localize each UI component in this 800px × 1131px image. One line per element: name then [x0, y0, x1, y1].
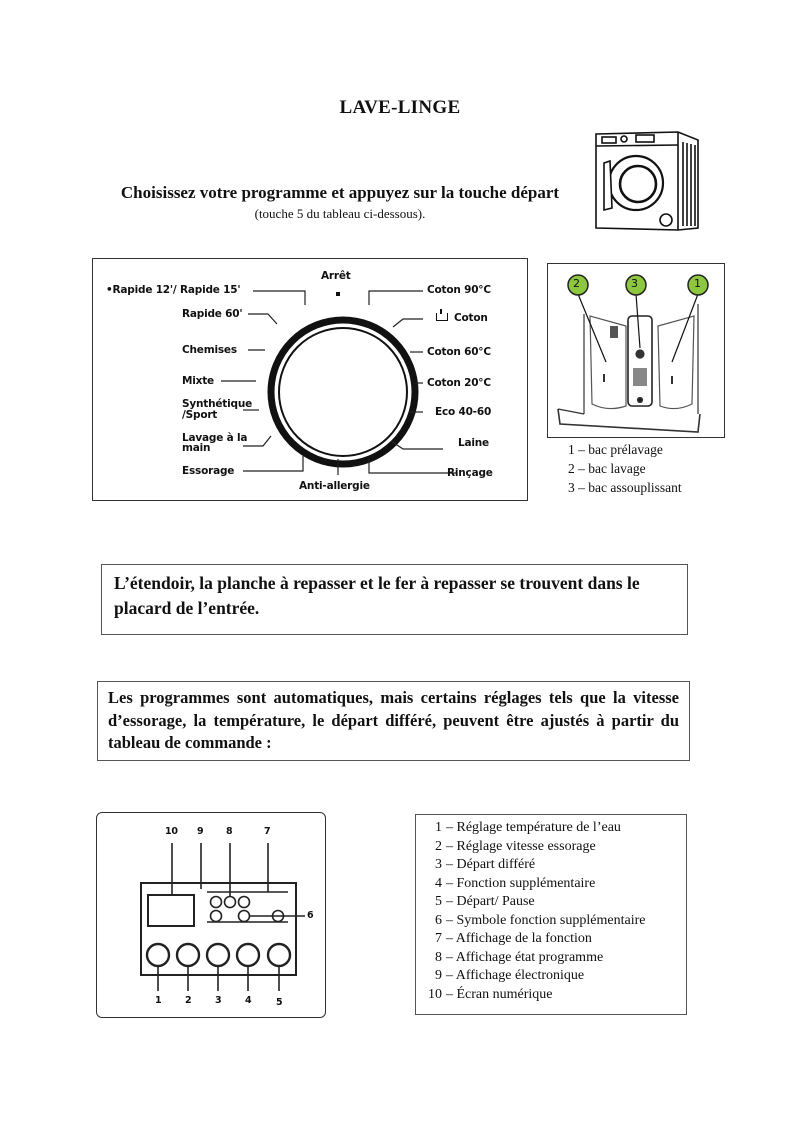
page-title: LAVE-LINGE — [339, 97, 461, 118]
drawer-marker-2: 2 — [573, 277, 580, 290]
detergent-drawer-diagram — [547, 263, 725, 438]
legend-row: 4 – Fonction supplémentaire — [435, 875, 596, 891]
legend-row: 6 – Symbole fonction supplémentaire — [435, 912, 646, 928]
dial-label-anti-allergie: Anti-allergie — [299, 480, 370, 492]
washing-machine-icon — [586, 128, 702, 232]
dial-label-mixte: Mixte — [182, 375, 214, 387]
panel-callout-2: 2 — [185, 995, 192, 1006]
dial-label-main: main — [182, 442, 211, 454]
panel-callout-3: 3 — [215, 995, 222, 1006]
panel-callout-5: 5 — [276, 997, 283, 1008]
legend-row: 7 – Affichage de la fonction — [435, 931, 592, 946]
legend-row: 10 – Écran numérique — [428, 986, 553, 1002]
dial-label-arret: Arrêt — [321, 270, 351, 282]
drawer-legend-item: 3 – bac assouplissant — [568, 480, 682, 495]
dial-label-chemises: Chemises — [182, 344, 237, 356]
panel-callout-4: 4 — [245, 995, 252, 1006]
dial-label-lavage-main: Lavage à la — [182, 432, 248, 444]
dial-label-rapide-12-15: •Rapide 12'/ Rapide 15' — [106, 284, 241, 296]
dial-label-coton-tub: Coton — [436, 313, 488, 323]
panel-callout-1: 1 — [155, 995, 162, 1006]
dial-label-essorage: Essorage — [182, 465, 235, 477]
panel-callout-10: 10 — [165, 826, 178, 837]
panel-callout-6: 6 — [307, 910, 314, 921]
legend-row: 1 – Réglage température de l’eau — [435, 820, 621, 835]
legend-row: 5 – Départ/ Pause — [435, 894, 535, 909]
dial-label-eco-40-60: Eco 40-60 — [435, 406, 492, 418]
programs-note: Les programmes sont automatiques, mais certains réglages tels que la vitesse d’essorage, la température, le départ différé, peuvent être ajustés à partir du tableau de commande : — [97, 681, 690, 761]
instruction-text: Choisissez votre programme et appuyez sur la touche départ — [120, 183, 560, 202]
control-panel-legend — [415, 814, 687, 1015]
dial-label-sport: /Sport — [182, 409, 218, 421]
panel-callout-7: 7 — [264, 826, 271, 837]
tub-icon — [436, 313, 448, 321]
dial-label-synthetique: Synthétique — [182, 398, 253, 410]
ironing-note: L’étendoir, la planche à repasser et le fer à repasser se trouvent dans le placard de l’entrée. — [101, 564, 688, 635]
dial-label-laine: Laine — [458, 437, 489, 449]
drawer-marker-1: 1 — [694, 277, 701, 290]
dial-label-coton-90: Coton 90°C — [427, 284, 491, 296]
control-panel-diagram — [96, 812, 326, 1018]
panel-callout-9: 9 — [197, 826, 204, 837]
panel-callout-8: 8 — [226, 826, 233, 837]
legend-row: 3 – Départ différé — [435, 857, 536, 872]
dial-label-rapide-60: Rapide 60' — [182, 308, 243, 320]
instruction-note: (touche 5 du tableau ci-dessous). — [254, 206, 426, 221]
drawer-marker-3: 3 — [631, 277, 638, 290]
legend-row: 9 – Affichage électronique — [435, 968, 585, 983]
drawer-legend-item: 2 – bac lavage — [568, 461, 646, 476]
legend-row: 2 – Réglage vitesse essorage — [435, 838, 596, 854]
dial-label-rincage: Rinçage — [447, 467, 493, 479]
program-dial-diagram — [92, 258, 528, 501]
legend-row: 8 – Affichage état programme — [435, 949, 604, 965]
dial-label-coton-60: Coton 60°C — [427, 346, 491, 358]
drawer-legend-item: 1 – bac prélavage — [568, 442, 663, 457]
drawer-legend — [568, 440, 682, 497]
dial-label-coton-20: Coton 20°C — [427, 377, 491, 389]
